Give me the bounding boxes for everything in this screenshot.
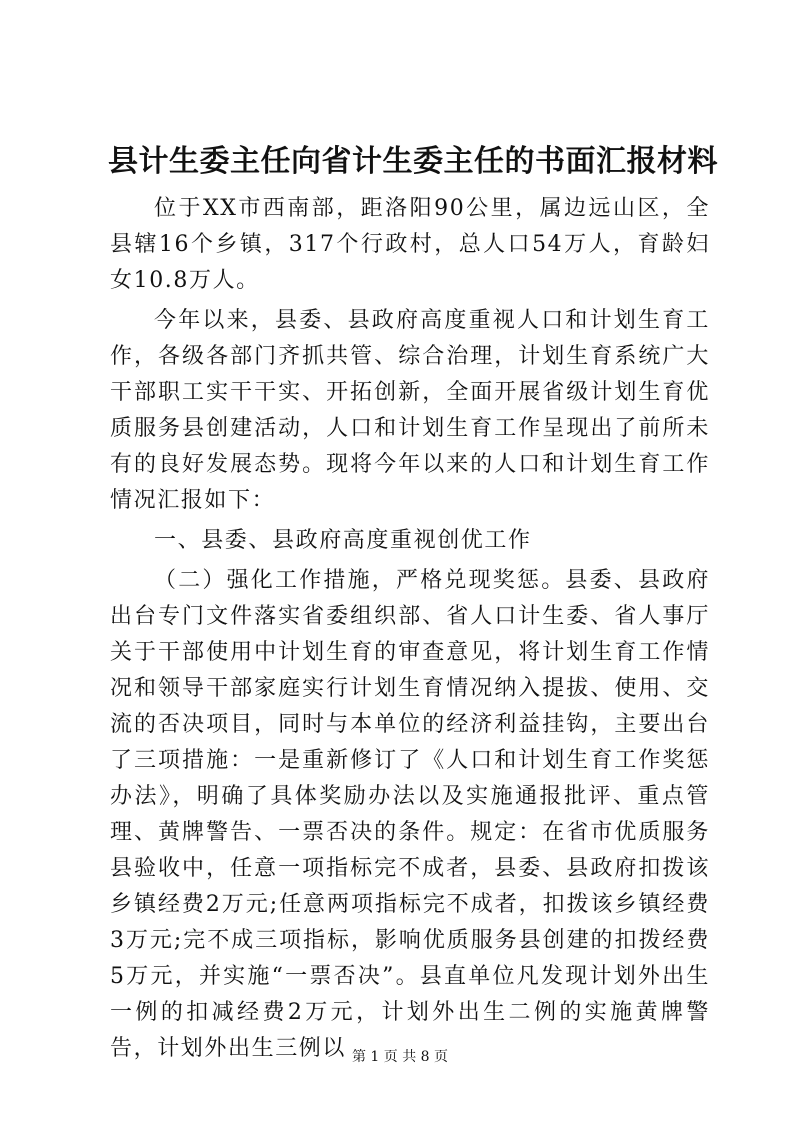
page-title: 县计生委主任向省计生委主任的书面汇报材料 [108,144,718,179]
page-footer [0,1048,800,1066]
paragraph-overview: 位于XX市西南部，距洛阳90公里，属边远山区，全县辖16个乡镇，317个行政村，总人口54万人，育龄妇女10.8万人。 [110,196,710,293]
paragraph-measures: （二）强化工作措施，严格兑现奖惩。县委、县政府出台专门文件落实省委组织部、省人口计生委、省人事厅关于干部使用中计划生育的审查意见，将计划生育工作情况和领导干部家庭实行计划生育情况纳入提拔、使用、交流的否决项目，同时与本单位的经济利益挂钩，主要出台了三项措施：一是重新修订了《人口和计划生育工作奖惩办法》，明确了具体奖励办法以及实施通报批评、重点管理、黄牌警告、一票否决的条件。规定：在省市优质服务县验收中，任意一项指标完不成者，县委、县政府扣拨该乡镇经费2万元;任意两项指标完不成者，扣拨该乡镇经费3万元;完不成三项指标，影响优质服务县创建的扣拨经费5万元，并实施“一票否决”。县直单位凡发现计划外出生一例的扣减经费2万元，计划外出生二例的实施黄牌警告，计划外出生三例以 [110,568,710,1061]
section-heading: 一、县委、县政府高度重视创优工作 [154,528,532,553]
paragraph-intro: 今年以来，县委、县政府高度重视人口和计划生育工作，各级各部门齐抓共管、综合治理，计划生育系统广大干部职工实干干实、开拓创新，全面开展省级计划生育优质服务县创建活动，人口和计划生育工作呈现出了前所未有的良好发展态势。现将今年以来的人口和计划生育工作情况汇报如下： [110,308,710,513]
page-number: 第 1 页 共 8 页 [351,1049,449,1065]
document-body [110,191,710,1067]
